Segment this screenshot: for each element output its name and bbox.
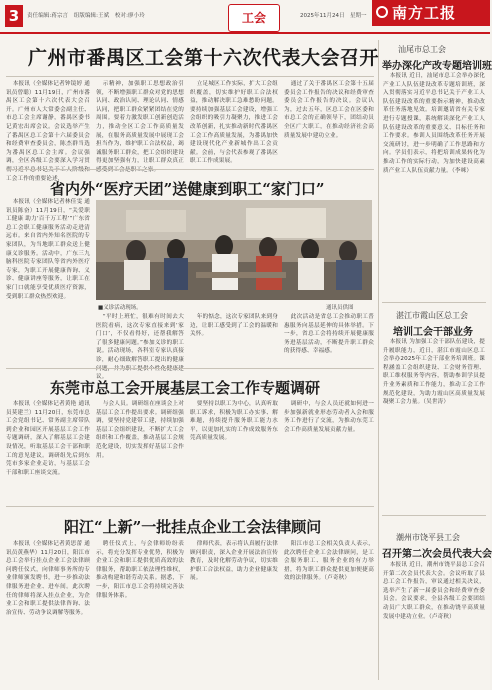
main-article-col3: 立足城区工作实际，扩大工会组织覆盖，切实维护好职工合法权益，推动解决职工急难愁盼问题。要持续加强基层工会建设，增强工会组织的吸引力凝聚力，推进工会改革创新，扎实推动新时代番禺区工会工作高质量发展，为番禺加快建设现代化产业新城作出工会贡献。会前，与会代表参观了番禺区职工工作成果展。 xyxy=(190,81,278,165)
article4-col4: 阳江市总工会相关负责人表示，此次聘任企业工会法律顾问，是工会服务职工、服务企业的有力举措，将为职工群众提供更加便捷高效的法律服务。（卢奇秋） xyxy=(284,541,374,582)
photo-credit: 通讯员供图 xyxy=(326,305,354,311)
article4-col3: 律师代表，表示将认真履行法律顾问职责，深入企业开展法治宣传教育，及时化解劳动争议，切实维护职工合法权益，助力企业健康发展。 xyxy=(190,541,278,582)
brief3-body: 本报讯 近日，潮州市饶平县总工会召开第二次会员代表大会。会议听取了县总工会工作报告，审议通过相关决议，选举产生了新一届委员会和经费审查委员会。会议要求，全县各级工会要团结动员广大职工群众，在推动饶平高质量发展中建功立业。（卢奇秋） xyxy=(383,562,485,620)
issue-date: 2025年11月24日 星期一 xyxy=(300,13,367,19)
article3-col2: 与会人员。调研组在座谈会上对基层工会工作提出要求。调研组强调，要坚持党建带工建，持续加强基层工会组织建设，不断扩大工会组织和工作覆盖，推动基层工会规范化建设，切实发挥好基层工会作用。 xyxy=(96,401,184,459)
article2-headline: 省内外“医疗天团”送健康到职工“家门口” xyxy=(50,180,325,198)
editor-credits: 责任编辑:蒋宗言 组版编辑:王斌 校对:廖小玲 xyxy=(27,13,145,19)
brief-divider xyxy=(382,302,486,303)
photo-caption: ■义诊活动现场。 xyxy=(98,305,142,311)
section-divider xyxy=(6,169,374,170)
photo-illustration xyxy=(96,200,372,300)
section-label: 工会 xyxy=(228,4,280,32)
section-divider xyxy=(6,368,374,369)
column-divider xyxy=(378,40,379,680)
article2-col2: “平时上班忙，很难有时间去大医院看病，这次专家直接来到‘家门口’，不仅看得好，还帮我解答了很多健康问题。”参加义诊的职工说。活动现场，各科室专家认真接诊，耐心细致解答职工提出的健康 议。 xyxy=(96,314,184,381)
brief3-title: 召开第二次会员代表大会 xyxy=(382,549,492,560)
article3-headline: 东莞市总工会开展基层工会工作专题调研 xyxy=(50,379,321,397)
brief1-body: 本报讯 近日，汕尾市总工会举办深化产业工人队伍建设改革专题培训班，深入贯彻落实习近平总书记关于产业工人队伍建设改革的重要指示精神，推动改革任务落地见效。培训邀请省有关专家进行专题授课，系统解读深化产业工人队伍建设改革的重要意义、目标任务和工作要求。参训人员围绕改革任务开展交流研讨，进一步明确了工作思路和方向。学员们表示，将把培训成果转化为推动工作的实际行动，为加快建设高素质产业工人队伍贡献力量。（李咪） xyxy=(383,73,485,174)
page-header xyxy=(0,0,490,38)
article4-col1: 本报讯（全媒体记者黄思蕾 通讯员黄燕华）11月20日，阳江市总工会举行挂点企业工会法律顾问聘任仪式，向律师事务所的专业律师颁发聘书，进一步推动法律服务进企业、进车间。此次聘任的律师将深入挂点企业，为企业工会和职工提供法律咨询、法治宣传、劳动争议调解等服务。 xyxy=(6,541,90,616)
brief2-header: 湛江市霞山区总工会 xyxy=(396,311,468,320)
main-article-col2: 示精神，加强职工思想政治引领，不断增强职工群众对党的思想认同、政治认同、理论认同、情感认同，把职工群众紧紧团结在党的周围。要着力激发职工创新创造活力，推动全区工会工作高质量发展，在服务高质量发展中展现工会担当作为，维护职工合法权益，竭诚服务职工群众，把工会组织建设得更加坚强有力，让职工群众真正 xyxy=(96,81,184,165)
header-divider xyxy=(0,32,490,34)
headline-divider xyxy=(6,76,374,77)
section-divider xyxy=(6,506,374,507)
main-article-col1: 本报讯（全媒体记者钟镜婷 通讯员曾聪）11月19日，广州市番禺区工会第十六次代表大会召开。广州市人大常委会副主任、市总工会主席谢静，番禺区委书记黄宏出席会议。会议选举产生了番禺区总工会第十六届委员会和经费审查委员会，陈杰群当选为番禺区总工会主席。会议强调，全区各级工会要深入学习贯 工会工作的重要论述， xyxy=(6,81,90,182)
article2-col1: 本报讯（全媒体记者林佳雯 通讯员陈奋）11月19日，“关爱职工健康 助力‘百千万工程’”广东省总工会职工健康服务活动走进清远市。来自省内外知名医院的专家团队，为当地职工群众送上健康义诊服务。活动中，广东三九脑科医院专家团队等省内外医疗专家，为职工开展健康咨询、义诊、健康讲座等服务，让职工在家门口就能享受优质医疗资源，受到职工群众热烈欢迎。 xyxy=(6,199,90,300)
brief3-header: 潮州市饶平县工会 xyxy=(396,533,460,542)
article2-col3: 年的惦念，这次专家团队来到身边，让职工感受到了工会的温暖和关怀。 xyxy=(190,314,278,338)
article3-col3: 要坚持以职工为中心，认真听取职工诉求，积极为职工办实事、解难题，持续提升服务职工能力水平，以更加扎实的工作成效服务东莞高质量发展。 xyxy=(190,401,278,442)
brief2-body: 本报讯 为加强工会干部队伍建设，提升履职能力，近日，湛江市霞山区总工会举办2025年工会干部业务培训班。课程涵盖工会组织建设、工会财务管理、职工维权服务等内容，帮助参训学员提升业务素质和工作能力，推动工会工作规范化建设，为助力霞山区高质量发展凝聚工会力量。（吴世涛） xyxy=(383,339,485,406)
main-article-col4: 通过了关于番禺区工会第十五届委员会工作报告的决议和经费审查委员会工作报告的决议。会议认为，过去五年，区总工会在区委和市总工会的正确领导下，团结动员全区广大职工，在推动经济社会高质量发展中建功立业。 xyxy=(284,81,374,139)
article4-headline: 阳江“上新”一批挂点企业工会法律顾问 xyxy=(64,518,322,536)
brief1-title: 举办深化产改专题培训班 xyxy=(382,61,492,72)
article2-col4: 此次活动是省总工会推动职工普惠服务向基层延伸的具体举措。下一步，省总工会将持续开展健康服务进基层活动，不断提升职工群众的获得感、幸福感。 xyxy=(284,314,374,355)
event-photo xyxy=(96,200,372,300)
brief1-header: 汕尾市总工会 xyxy=(398,45,446,54)
masthead-logo: 南方工报 xyxy=(392,4,457,22)
page-number: 3 xyxy=(5,5,23,27)
main-headline: 广州市番禺区工会第十六次代表大会召开 xyxy=(28,47,380,69)
article3-col4: 调研中，与会人员还就如何进一步加强新就业形态劳动者入会和服务工作进行了交流，为推动东莞工会工作高质量发展贡献力量。 xyxy=(284,401,374,433)
logo-mark-icon xyxy=(376,6,388,18)
brief2-title: 培训工会干部业务 xyxy=(393,327,473,338)
brief-divider xyxy=(382,515,486,516)
article4-col2: 聘任仪式上，与会律师纷纷表示，将充分发挥专业优势，积极为企业工会和职工提供优质高效的法律服务，帮助职工依法理性维权，推动构建和谐劳动关系。据悉，下一步，阳江市总工会将持续完善法律服务体系。 xyxy=(96,541,184,599)
article3-col1: 本报讯（全媒体记者黄艳 通讯员莫建兰）11月20日，东莞市总工会党组书记、常务副主席带队到企业和园区开展基层工会工作专题调研，深入了解基层工会建设情况，听取基层工会干部和职工的意见建议。调研组先后到东莞市多家企业走访，与基层工会干部和职工座谈交流。 xyxy=(6,401,90,476)
